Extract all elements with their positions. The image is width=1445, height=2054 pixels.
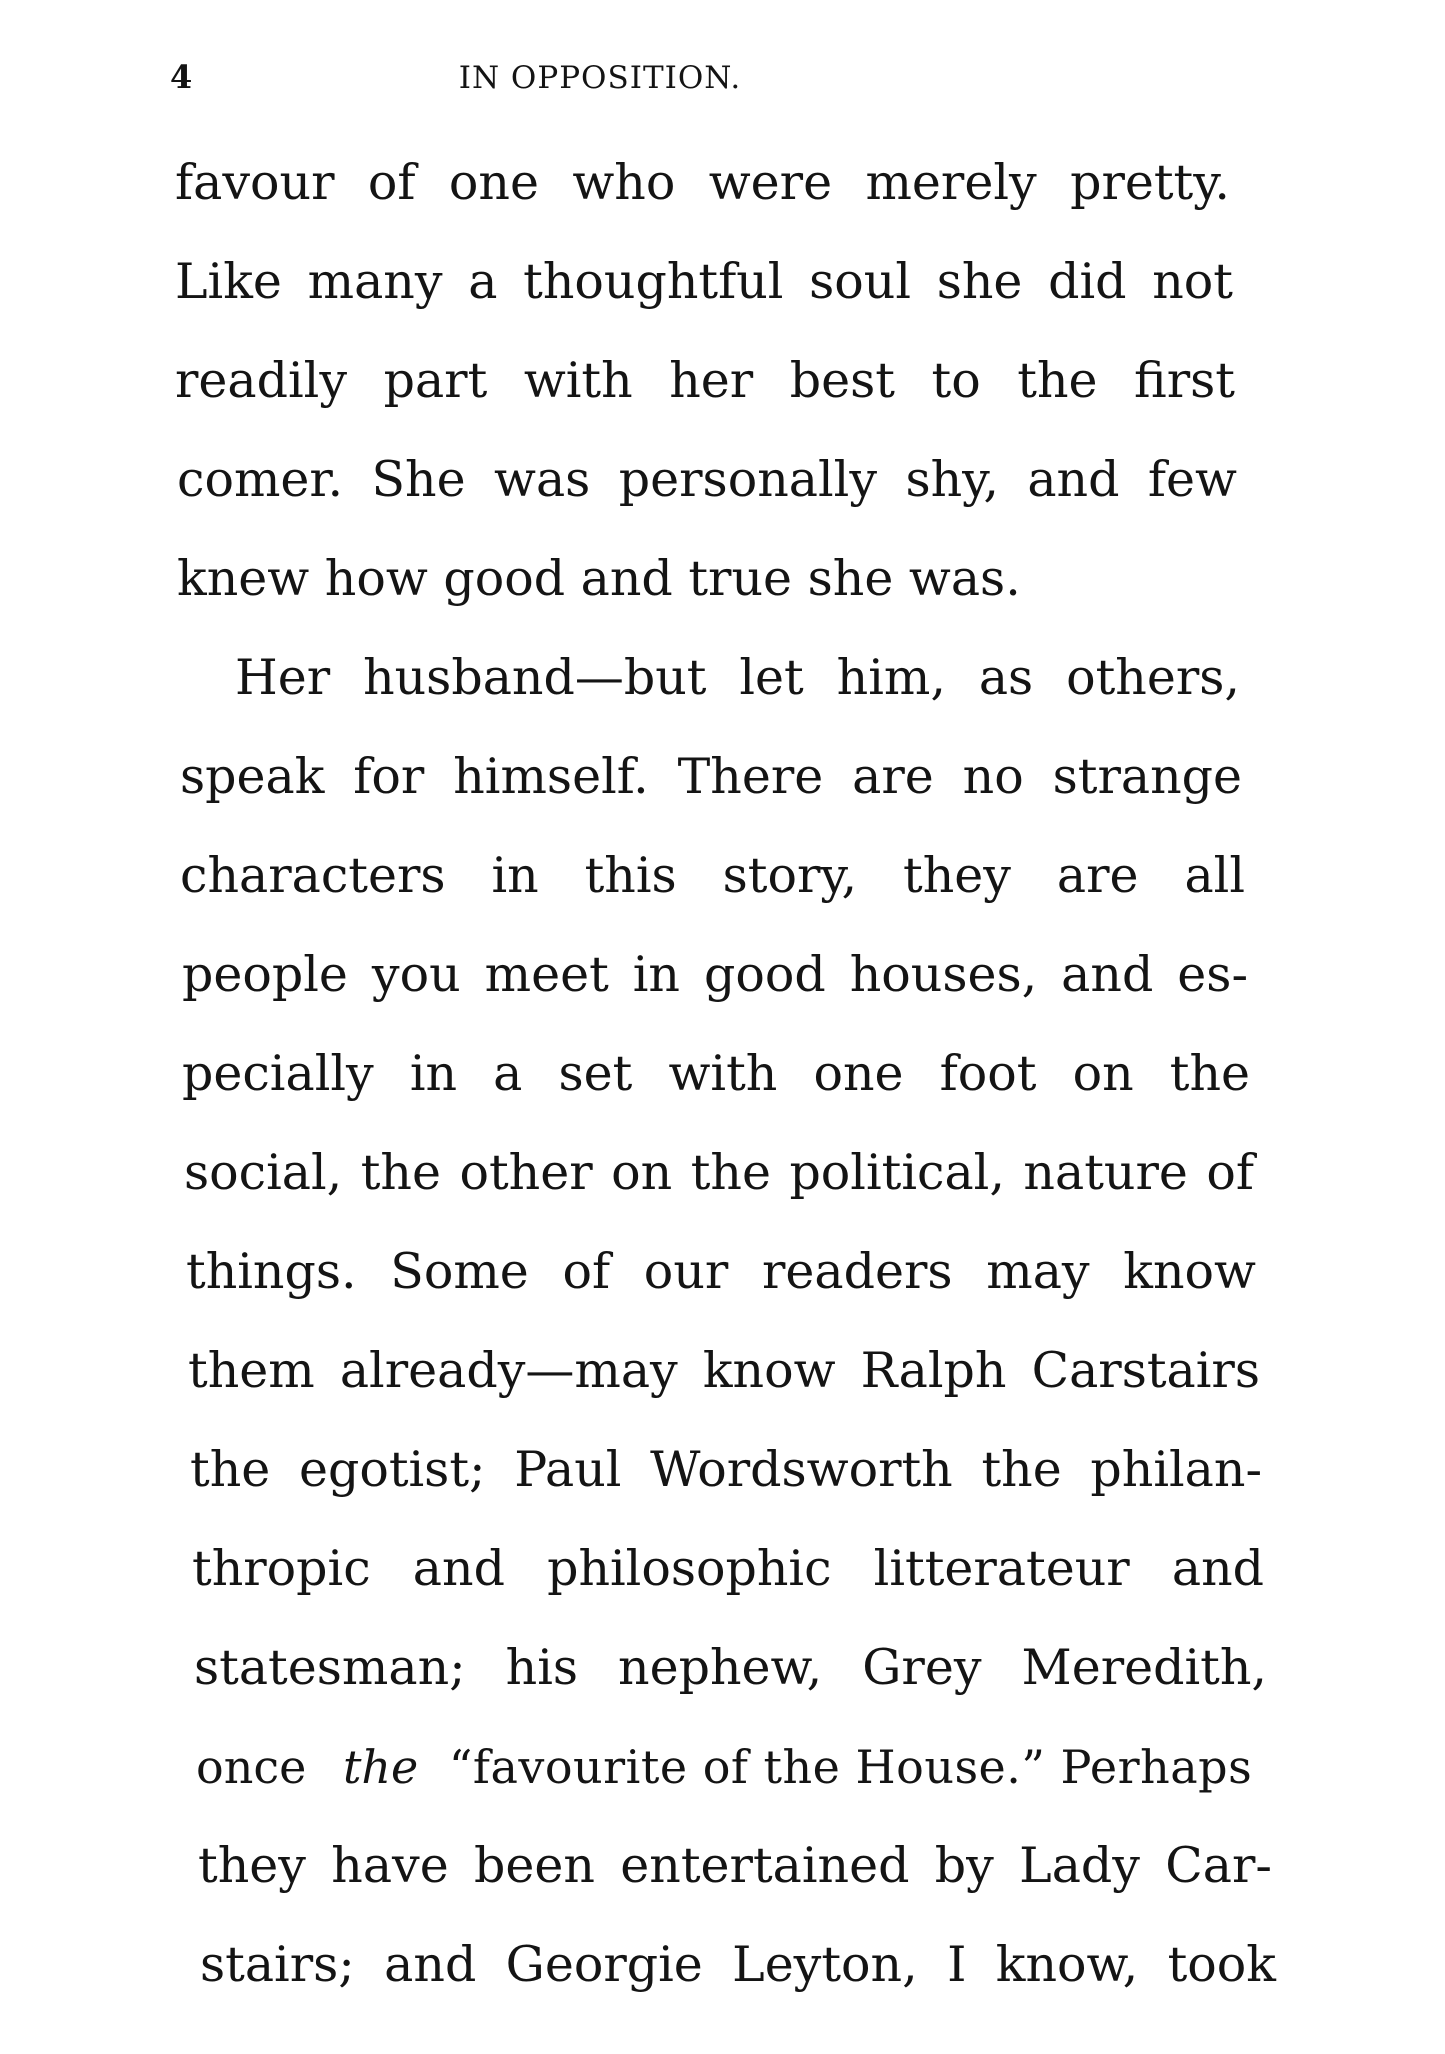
text-line: them already—may know Ralph Carstairs [188,1342,1260,1399]
text-line: stairs; and Georgie Leyton, I know, took [200,1936,1276,1993]
text-line [196,1732,1270,1802]
text-line: thropic and philosophic litterateur and [192,1540,1264,1597]
page-number: 4 [170,58,193,96]
text-line: Like many a thoughtful soul she did not [175,253,1233,310]
text-line: pecially in a set with one foot on the [182,1045,1250,1102]
text-line: comer. She was personally shy, and few [177,451,1237,508]
text-line: social, the other on the political, nature of [184,1144,1254,1201]
text-line: readily part with her best to the first [175,352,1235,409]
text-fragment: once [196,1740,307,1794]
text-line: speak for himself. There are no strange [180,748,1242,805]
text-line: Her husband—but let him, as others, [235,649,1240,706]
text-line: characters in this story, they are all [180,847,1245,904]
running-head [170,58,1250,118]
text-line: people you meet in good houses, and es- [182,946,1248,1003]
text-line: statesman; his nephew, Grey Meredith, [194,1639,1267,1696]
text-line: the egotist; Paul Wordsworth the philan- [190,1441,1262,1498]
text-fragment: “favourite of the House.” Perhaps [448,1740,1253,1794]
running-title: IN OPPOSITION. [458,60,742,96]
emphasis-word: the [342,1740,419,1794]
text-line: favour of one who were merely pretty. [175,154,1230,211]
text-line: things. Some of our readers may know [186,1243,1256,1300]
text-line: they have been entertained by Lady Car- [198,1837,1272,1894]
text-line: knew how good and true she was. [177,550,1021,607]
